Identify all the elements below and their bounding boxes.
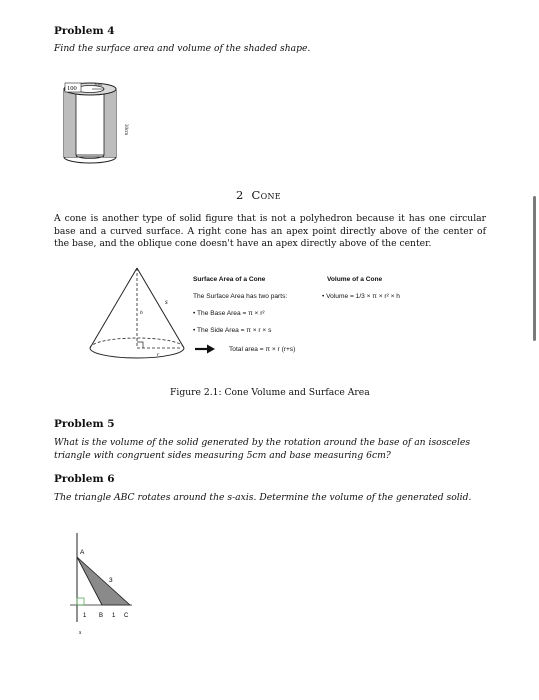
inner-label: 2cm	[94, 82, 102, 87]
triangle-abc-figure	[62, 530, 152, 645]
cone-base-front	[90, 348, 184, 358]
surface-area-intro: The Surface Area has two parts:	[193, 293, 288, 300]
problem-6-title: Problem 6	[54, 473, 115, 485]
volume-title: Volume of a Cone	[327, 276, 383, 283]
problem-4-title: Problem 4	[54, 25, 115, 37]
height-label: h	[140, 310, 143, 316]
figure-caption: Figure 2.1: Cone Volume and Surface Area	[170, 387, 370, 398]
triangle-abc	[77, 557, 130, 605]
section-name: Cone	[251, 188, 281, 202]
cone-right-side	[137, 268, 184, 348]
hollow-cylinder-figure	[54, 78, 144, 168]
problem-5-title: Problem 5	[54, 418, 115, 430]
volume-formula: • Volume = 1/3 × π × r² × h	[322, 293, 400, 300]
cone-intro-paragraph: A cone is another type of solid figure that is not a polyhedron because it has one circular base and a curved surface. A right cone has an apex point directly above of the center of the base, and the oblique cone doesn't have an apex directly above of the center.	[54, 213, 486, 249]
cone-left-side	[90, 268, 137, 348]
arrow-right-icon	[194, 344, 216, 354]
base-area-formula: • The Base Area = π × r²	[193, 310, 265, 317]
total-area-formula: Total area = π × r (r+s)	[229, 346, 296, 353]
section-number: 2	[236, 188, 244, 202]
cylinder-bottom-outer	[64, 157, 116, 163]
right-angle-marker	[77, 598, 84, 605]
height-label: 30cm	[123, 124, 128, 136]
scrollbar-thumb[interactable]	[533, 196, 536, 341]
cylinder-inner-hole	[76, 89, 104, 155]
s-axis-label: s	[79, 630, 82, 636]
cylinder-wall-right	[104, 89, 116, 157]
surface-area-title: Surface Area of a Cone	[193, 276, 266, 283]
label-b: B	[99, 613, 104, 619]
section-title	[236, 188, 281, 202]
problem-6-text: The triangle ABC rotates around the s-axis. Determine the volume of the generated solid.	[54, 492, 472, 503]
label-a: A	[80, 549, 85, 556]
cylinder-wall-left	[64, 89, 76, 157]
problem-5-text: What is the volume of the solid generated by the rotation around the base of an isosceles triangle with congruent sides measuring 5cm and base measuring 6cm?	[54, 437, 471, 461]
label-c: C	[124, 613, 129, 619]
cone-right-angle	[137, 342, 143, 348]
outer-label: 100	[67, 85, 77, 92]
tick-label-2: 1	[112, 613, 116, 619]
problem-4-text: Find the surface area and volume of the shaded shape.	[54, 43, 311, 54]
slant-label: s	[165, 298, 168, 306]
tick-label-1: 1	[83, 613, 87, 619]
cone-diagram	[82, 262, 192, 372]
side-area-formula: • The Side Area = π × r × s	[193, 327, 272, 334]
radius-label: r	[157, 352, 160, 358]
label-side: 3	[109, 577, 113, 584]
